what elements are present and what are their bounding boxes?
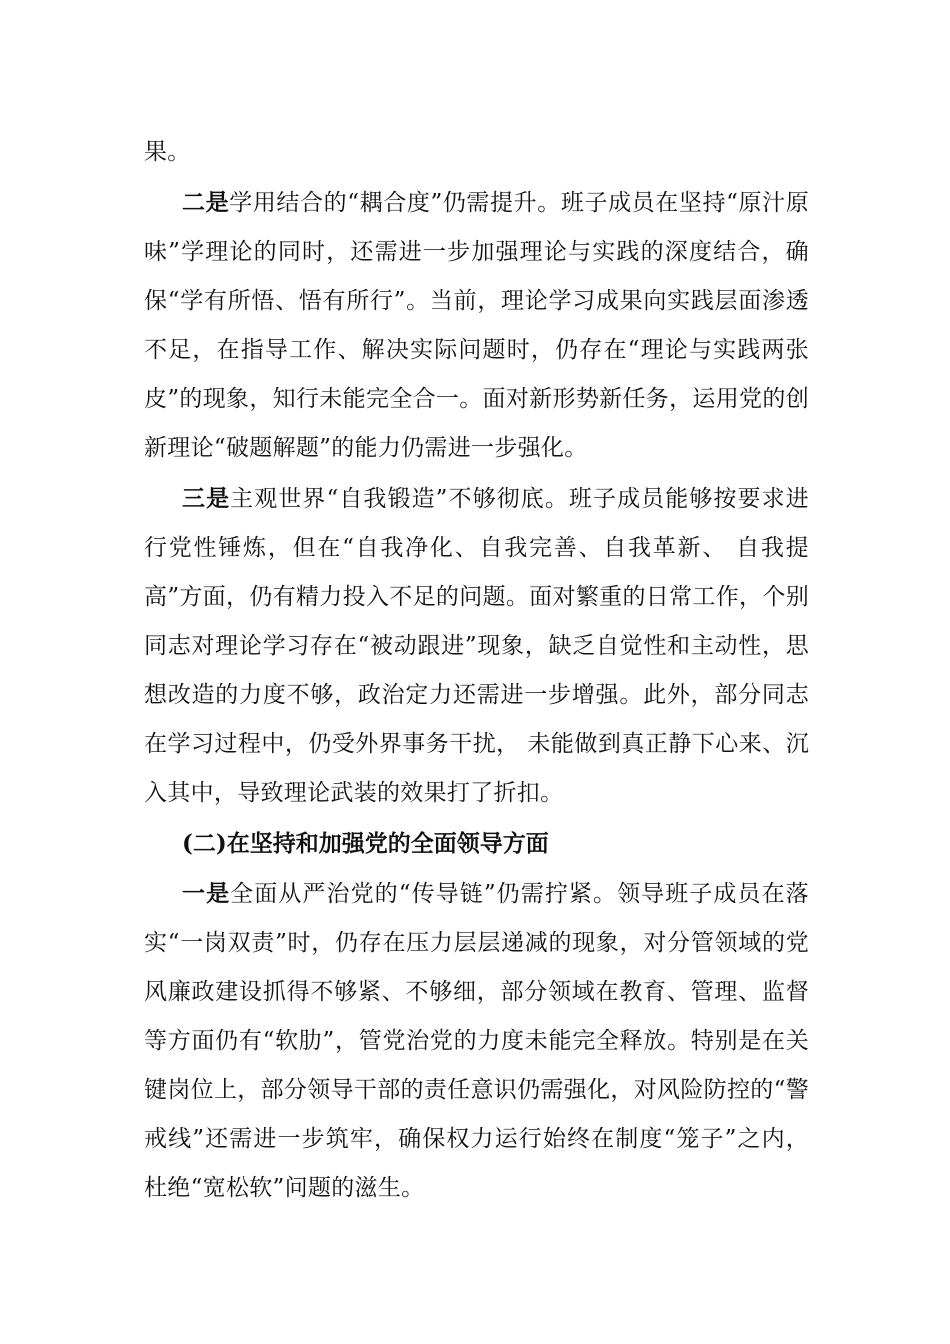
paragraph-point-three [144,474,809,818]
paragraph-lead: 二是 [182,189,230,216]
paragraph-point-two [144,178,809,473]
paragraph-text: 果。 [144,139,191,165]
document-page [144,128,809,1213]
paragraph-point-one [144,869,809,1213]
paragraph-continuation [144,128,809,177]
paragraph-text: 全面从严治党的“传导链”仍需拧紧。领导班子成员在落实“一岗双责”时，仍存在压力层层递减的现象，对分管领域的党风廉政建设抓得不够紧、不够细，部分领域在教育、管理、监督等方面仍有“软肋”，管党治党的力度未能完全释放。特别是在关键岗位上，部分领导干部的责任意识仍需强化，对风险防控的“警戒线”还需进一步筑牢，确保权力运行始终在制度“笼子”之内，杜绝“宽松软”问题的滋生。 [144,881,809,1201]
paragraph-text: 学用结合的“耦合度”仍需提升。班子成员在坚持“原汁原味”学理论的同时，还需进一步加强理论与实践的深度结合，确保“学有所悟、悟有所行”。当前，理论学习成果向实践层面渗透不足，在指导工作、解决实际问题时，仍存在“理论与实践两张皮”的现象，知行未能完全合一。面对新形势新任务，运用党的创新理论“破题解题”的能力仍需进一步强化。 [144,190,809,461]
section-heading: (二)在坚持和加强党的全面领导方面 [182,830,549,857]
paragraph-lead: 一是 [182,880,231,907]
paragraph-text: 主观世界“自我锻造”不够彻底。班子成员能够按要求进行党性锤炼，但在“自我净化、自我完善、自我革新、 自我提高”方面，仍有精力投入不足的问题。面对繁重的日常工作，个别同志对理论学习存在“被动跟进”现象，缺乏自觉性和主动性，思想改造的力度不够，政治定力还需进一步增强。此外，部分同志在学习过程中，仍受外界事务干扰， 未能做到真正静下心来、沉入其中，导致理论武装的效果打了折扣。 [144,486,809,806]
paragraph-lead: 三是 [182,485,231,512]
